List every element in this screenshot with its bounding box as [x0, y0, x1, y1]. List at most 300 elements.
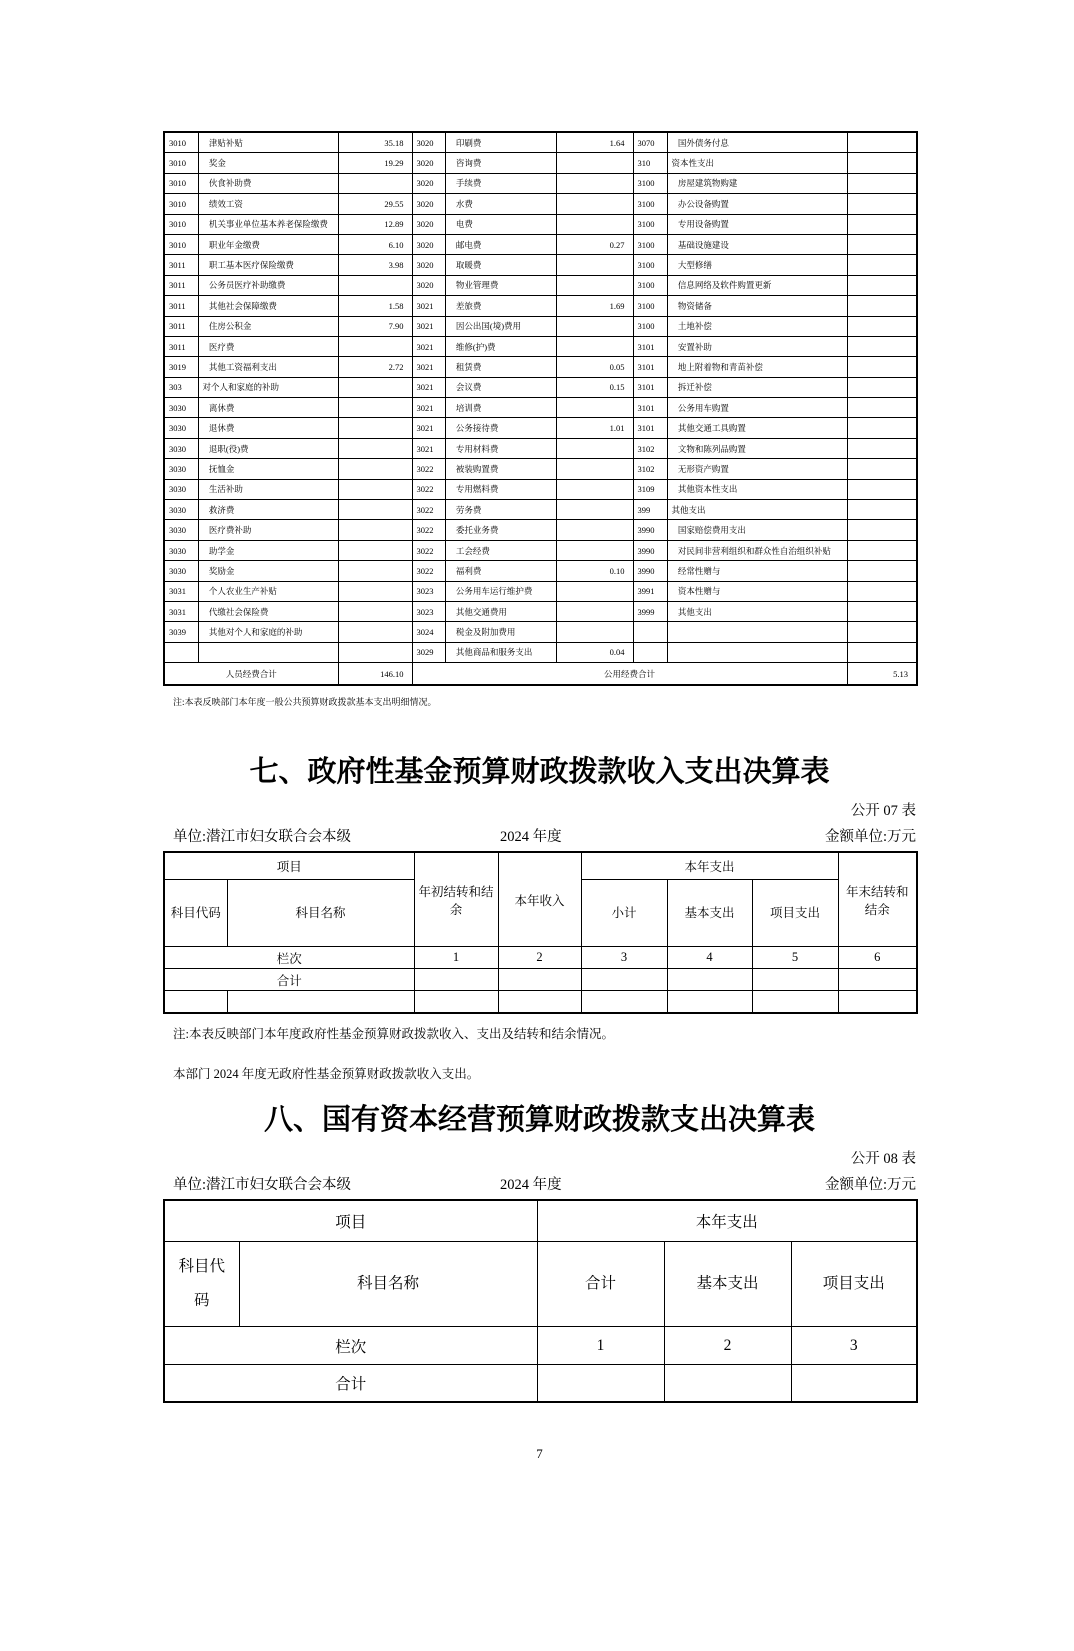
cell-name: 国外债务付息 [667, 132, 847, 153]
cell-name: 房屋建筑物购建 [667, 173, 847, 193]
cell-name: 其他商品和服务支出 [445, 642, 556, 662]
cell-code: 3022 [412, 520, 445, 540]
cell-code: 3030 [164, 540, 198, 560]
public-total-value: 5.13 [847, 663, 917, 686]
total-label: 合计 [164, 1365, 537, 1403]
cell-value [847, 132, 917, 153]
cell-code: 3030 [164, 479, 198, 499]
cell-name: 物业管理费 [445, 275, 556, 295]
cell-value: 3.98 [338, 255, 412, 275]
personnel-total-label: 人员经费合计 [164, 663, 338, 686]
header-basic-exp: 基本支出 [667, 880, 752, 947]
cell-value [556, 581, 633, 601]
cell-name: 会议费 [445, 377, 556, 397]
header-subject-code: 科目代码 [164, 1242, 239, 1327]
empty-cell [581, 969, 667, 991]
table-row [164, 479, 917, 499]
cell-code: 3010 [164, 132, 198, 153]
cell-code: 3101 [633, 357, 667, 377]
table-row [164, 398, 917, 418]
cell-code: 3101 [633, 377, 667, 397]
public-total-label: 公用经费合计 [412, 663, 847, 686]
cell-name: 基础设施建设 [667, 234, 847, 254]
cell-name: 因公出国(境)费用 [445, 316, 556, 336]
cell-name: 专用设备购置 [667, 214, 847, 234]
cell-code: 3030 [164, 418, 198, 438]
cell-value: 1.58 [338, 296, 412, 316]
rank-5: 5 [752, 947, 838, 969]
cell-value [556, 500, 633, 520]
table-row [164, 459, 917, 479]
cell-code: 3022 [412, 500, 445, 520]
cell-code: 399 [633, 500, 667, 520]
cell-name: 其他工资福利支出 [198, 357, 338, 377]
totals-row [164, 663, 917, 686]
cell-value: 7.90 [338, 316, 412, 336]
cell-name: 退职(役)费 [198, 438, 338, 458]
table-row [164, 357, 917, 377]
header-project-exp: 项目支出 [752, 880, 838, 947]
cell-value [556, 336, 633, 356]
cell-value [847, 234, 917, 254]
cell-name: 邮电费 [445, 234, 556, 254]
cell-value [847, 336, 917, 356]
cell-code: 3011 [164, 255, 198, 275]
cell-value: 12.89 [338, 214, 412, 234]
cell-value [556, 173, 633, 193]
cell-name: 医疗费 [198, 336, 338, 356]
cell-value [338, 581, 412, 601]
cell-value [338, 500, 412, 520]
document-page [163, 131, 916, 1462]
cell-code: 3023 [412, 581, 445, 601]
cell-code: 3100 [633, 255, 667, 275]
cell-name: 住房公积金 [198, 316, 338, 336]
cell-code: 3031 [164, 581, 198, 601]
cell-value [338, 173, 412, 193]
cell-value [556, 601, 633, 621]
table-row [164, 336, 917, 356]
cell-name: 公务员医疗补助缴费 [198, 275, 338, 295]
cell-name: 绩效工资 [198, 194, 338, 214]
cell-code: 3011 [164, 296, 198, 316]
cell-value [847, 561, 917, 581]
cell-code: 3022 [412, 479, 445, 499]
rank-6: 6 [838, 947, 917, 969]
cell-value: 0.10 [556, 561, 633, 581]
cell-name: 无形资产购置 [667, 459, 847, 479]
cell-value [338, 275, 412, 295]
cell-code: 3990 [633, 520, 667, 540]
table-row [164, 601, 917, 621]
cell-value [556, 153, 633, 173]
section7-title: 七、政府性基金预算财政拨款收入支出决算表 [249, 756, 830, 789]
cell-name: 助学金 [198, 540, 338, 560]
cell-code: 3021 [412, 336, 445, 356]
cell-value [556, 438, 633, 458]
cell-code: 3020 [412, 153, 445, 173]
section8-table-tag: 公开 08 表 [850, 1151, 916, 1168]
table-row [164, 316, 917, 336]
cell-code: 3100 [633, 234, 667, 254]
table-row [164, 418, 917, 438]
header-subtotal: 小计 [581, 880, 667, 947]
basic-expenditure-detail-table [163, 131, 918, 686]
cell-name: 培训费 [445, 398, 556, 418]
cell-name: 其他支出 [667, 601, 847, 621]
cell-name: 其他交通工具购置 [667, 418, 847, 438]
gov-fund-budget-table [163, 851, 918, 1014]
cell-value [847, 194, 917, 214]
total-row [164, 969, 917, 991]
empty-cell [498, 969, 581, 991]
header-basic-exp: 基本支出 [664, 1242, 791, 1327]
cell-value: 0.15 [556, 377, 633, 397]
cell-value [847, 173, 917, 193]
cell-code: 3030 [164, 459, 198, 479]
cell-value: 1.69 [556, 296, 633, 316]
cell-value [338, 601, 412, 621]
cell-value [847, 214, 917, 234]
table-row [164, 153, 917, 173]
cell-name: 离休费 [198, 398, 338, 418]
empty-cell [164, 991, 227, 1014]
rank-2: 2 [664, 1327, 791, 1365]
table-row [164, 622, 917, 642]
cell-code: 3031 [164, 601, 198, 621]
amount-unit: 金额单位:万元 [824, 1177, 916, 1194]
blank-row [164, 991, 917, 1014]
cell-value: 0.05 [556, 357, 633, 377]
cell-value [338, 642, 412, 662]
table-row [164, 296, 917, 316]
cell-code: 3021 [412, 398, 445, 418]
header-project: 项目 [164, 852, 414, 880]
header-row-1 [164, 1200, 917, 1242]
cell-value [847, 581, 917, 601]
cell-name: 经常性赠与 [667, 561, 847, 581]
rank-3: 3 [581, 947, 667, 969]
cell-name: 取暖费 [445, 255, 556, 275]
cell-name: 其他社会保障缴费 [198, 296, 338, 316]
section7-note: 注:本表反映部门本年度政府性基金预算财政拨款收入、支出及结转和结余情况。 [173, 1027, 614, 1042]
cell-code: 3039 [164, 622, 198, 642]
cell-name: 救济费 [198, 500, 338, 520]
table-row [164, 214, 917, 234]
cell-value [847, 459, 917, 479]
cell-name: 专用燃料费 [445, 479, 556, 499]
column-index-row [164, 947, 917, 969]
rank-1: 1 [414, 947, 498, 969]
cell-code: 3990 [633, 540, 667, 560]
cell-name: 维修(护)费 [445, 336, 556, 356]
cell-name: 差旅费 [445, 296, 556, 316]
cell-name: 拆迁补偿 [667, 377, 847, 397]
cell-code: 3020 [412, 275, 445, 295]
cell-name: 文物和陈列品购置 [667, 438, 847, 458]
cell-name: 其他资本性支出 [667, 479, 847, 499]
rank-4: 4 [667, 947, 752, 969]
cell-name: 土地补偿 [667, 316, 847, 336]
cell-name: 抚恤金 [198, 459, 338, 479]
cell-code: 3023 [412, 601, 445, 621]
cell-name: 机关事业单位基本养老保险缴费 [198, 214, 338, 234]
header-expenditure: 本年支出 [581, 852, 838, 880]
table-row [164, 234, 917, 254]
cell-value [847, 275, 917, 295]
table-row [164, 642, 917, 662]
table-row [164, 173, 917, 193]
cell-name: 委托业务费 [445, 520, 556, 540]
cell-value [847, 377, 917, 397]
cell-code: 3011 [164, 275, 198, 295]
cell-value [847, 255, 917, 275]
empty-cell [414, 991, 498, 1014]
empty-cell [667, 991, 752, 1014]
cell-value [556, 520, 633, 540]
table-row [164, 438, 917, 458]
cell-code: 3010 [164, 234, 198, 254]
cell-value [847, 622, 917, 642]
header-subject-name: 科目名称 [227, 880, 414, 947]
header-subject-code: 科目代码 [164, 880, 227, 947]
fiscal-year: 2024 年度 [500, 829, 562, 846]
cell-name: 工会经费 [445, 540, 556, 560]
cell-value: 1.01 [556, 418, 633, 438]
cell-value [847, 296, 917, 316]
cell-code: 3022 [412, 459, 445, 479]
column-index-row [164, 1327, 917, 1365]
empty-cell [227, 991, 414, 1014]
cell-value: 6.10 [338, 234, 412, 254]
cell-code: 3100 [633, 316, 667, 336]
cell-code: 3101 [633, 336, 667, 356]
cell-code: 3100 [633, 194, 667, 214]
cell-name: 电费 [445, 214, 556, 234]
cell-code [164, 642, 198, 662]
empty-cell [838, 969, 917, 991]
empty-cell [664, 1365, 791, 1403]
cell-value: 2.72 [338, 357, 412, 377]
cell-name: 专用材料费 [445, 438, 556, 458]
empty-cell [414, 969, 498, 991]
cell-name: 信息网络及软件购置更新 [667, 275, 847, 295]
cell-code: 303 [164, 377, 198, 397]
cell-name: 退休费 [198, 418, 338, 438]
cell-code: 3109 [633, 479, 667, 499]
cell-value [338, 479, 412, 499]
table-row [164, 520, 917, 540]
cell-name: 资本性赠与 [667, 581, 847, 601]
cell-code: 3011 [164, 336, 198, 356]
cell-value [847, 418, 917, 438]
table-row [164, 500, 917, 520]
header-subject-name: 科目名称 [239, 1242, 537, 1327]
cell-name: 资本性支出 [667, 153, 847, 173]
cell-value: 29.55 [338, 194, 412, 214]
cell-value [847, 479, 917, 499]
cell-code: 3011 [164, 316, 198, 336]
cell-name: 国家赔偿费用支出 [667, 520, 847, 540]
page-number: 7 [536, 1446, 543, 1462]
cell-code: 3021 [412, 418, 445, 438]
cell-value [556, 275, 633, 295]
cell-name: 手续费 [445, 173, 556, 193]
cell-value [847, 520, 917, 540]
unit-name: 单位:潜江市妇女联合会本级 [173, 1177, 352, 1194]
cell-name: 对个人和家庭的补助 [198, 377, 338, 397]
cell-name: 生活补助 [198, 479, 338, 499]
header-closing-balance: 年末结转和结余 [838, 852, 917, 947]
unit-name: 单位:潜江市妇女联合会本级 [173, 829, 352, 846]
table-row [164, 581, 917, 601]
cell-value [847, 601, 917, 621]
cell-name: 公务接待费 [445, 418, 556, 438]
cell-code: 3102 [633, 459, 667, 479]
cell-value [338, 459, 412, 479]
rank-2: 2 [498, 947, 581, 969]
cell-code: 3100 [633, 173, 667, 193]
cell-code: 3030 [164, 438, 198, 458]
rank-1: 1 [537, 1327, 664, 1365]
cell-code: 3100 [633, 296, 667, 316]
cell-code: 3030 [164, 561, 198, 581]
table6-note: 注:本表反映部门本年度一般公共预算财政拨款基本支出明细情况。 [173, 697, 437, 708]
cell-name [198, 642, 338, 662]
cell-code: 3010 [164, 153, 198, 173]
total-row [164, 1365, 917, 1403]
cell-code: 3020 [412, 173, 445, 193]
cell-name [667, 642, 847, 662]
cell-value: 0.27 [556, 234, 633, 254]
cell-name: 伙食补助费 [198, 173, 338, 193]
amount-unit: 金额单位:万元 [824, 829, 916, 846]
empty-cell [581, 991, 667, 1014]
cell-name: 其他对个人和家庭的补助 [198, 622, 338, 642]
cell-code: 3020 [412, 255, 445, 275]
cell-value [847, 357, 917, 377]
total-label: 合计 [164, 969, 414, 991]
empty-cell [537, 1365, 664, 1403]
table-row [164, 194, 917, 214]
cell-code: 3030 [164, 398, 198, 418]
cell-name: 水费 [445, 194, 556, 214]
cell-value [556, 622, 633, 642]
cell-code: 3991 [633, 581, 667, 601]
cell-code: 310 [633, 153, 667, 173]
cell-code: 3020 [412, 234, 445, 254]
header-opening-balance: 年初结转和结余 [414, 852, 498, 947]
fiscal-year: 2024 年度 [500, 1177, 562, 1194]
cell-name: 对民间非营利组织和群众性自治组织补贴 [667, 540, 847, 560]
table-row [164, 377, 917, 397]
cell-name: 物资储备 [667, 296, 847, 316]
header-income: 本年收入 [498, 852, 581, 947]
cell-value [338, 377, 412, 397]
header-project-exp: 项目支出 [791, 1242, 917, 1327]
cell-code: 3021 [412, 438, 445, 458]
table-row [164, 561, 917, 581]
cell-code: 3029 [412, 642, 445, 662]
cell-name: 奖励金 [198, 561, 338, 581]
cell-code: 3010 [164, 173, 198, 193]
cell-code: 3021 [412, 357, 445, 377]
cell-name: 被装购置费 [445, 459, 556, 479]
cell-value [338, 520, 412, 540]
empty-cell [791, 1365, 917, 1403]
cell-code: 3020 [412, 132, 445, 153]
cell-code: 3030 [164, 520, 198, 540]
empty-cell [498, 991, 581, 1014]
cell-code: 3101 [633, 398, 667, 418]
cell-name: 地上附着物和青苗补偿 [667, 357, 847, 377]
table-row [164, 540, 917, 560]
state-capital-budget-table [163, 1199, 918, 1403]
cell-name: 津贴补贴 [198, 132, 338, 153]
cell-name: 代缴社会保险费 [198, 601, 338, 621]
cell-value [847, 438, 917, 458]
rank-label: 栏次 [164, 947, 414, 969]
cell-name: 印刷费 [445, 132, 556, 153]
cell-name: 奖金 [198, 153, 338, 173]
cell-name: 租赁费 [445, 357, 556, 377]
cell-name: 福利费 [445, 561, 556, 581]
cell-value [556, 479, 633, 499]
header-row-2 [164, 1242, 917, 1327]
cell-value [338, 398, 412, 418]
cell-value: 35.18 [338, 132, 412, 153]
cell-code: 3101 [633, 418, 667, 438]
rank-3: 3 [791, 1327, 917, 1365]
table-row [164, 132, 917, 153]
cell-name: 大型修缮 [667, 255, 847, 275]
cell-name: 个人农业生产补贴 [198, 581, 338, 601]
cell-code: 3022 [412, 540, 445, 560]
empty-cell [667, 969, 752, 991]
cell-code: 3030 [164, 500, 198, 520]
table-row [164, 255, 917, 275]
cell-name: 咨询费 [445, 153, 556, 173]
cell-value [847, 316, 917, 336]
empty-cell [838, 991, 917, 1014]
rank-label: 栏次 [164, 1327, 537, 1365]
cell-code: 3102 [633, 438, 667, 458]
cell-value [556, 316, 633, 336]
totals-section [164, 663, 917, 686]
cell-code: 3100 [633, 275, 667, 295]
cell-value [556, 194, 633, 214]
cell-code: 3990 [633, 561, 667, 581]
cell-value [847, 500, 917, 520]
cell-value: 19.29 [338, 153, 412, 173]
cell-value [847, 398, 917, 418]
cell-value [338, 622, 412, 642]
cell-code: 3070 [633, 132, 667, 153]
cell-code: 3022 [412, 561, 445, 581]
cell-code: 3020 [412, 194, 445, 214]
cell-value [338, 438, 412, 458]
header-row-1 [164, 852, 917, 880]
empty-cell [752, 991, 838, 1014]
cell-code: 3021 [412, 296, 445, 316]
section8-title: 八、国有资本经营预算财政拨款支出决算表 [263, 1104, 815, 1137]
cell-code: 3024 [412, 622, 445, 642]
section7-table-tag: 公开 07 表 [850, 803, 916, 820]
cell-code [633, 622, 667, 642]
cell-code: 3021 [412, 316, 445, 336]
personnel-total-value: 146.10 [338, 663, 412, 686]
cell-code: 3020 [412, 214, 445, 234]
